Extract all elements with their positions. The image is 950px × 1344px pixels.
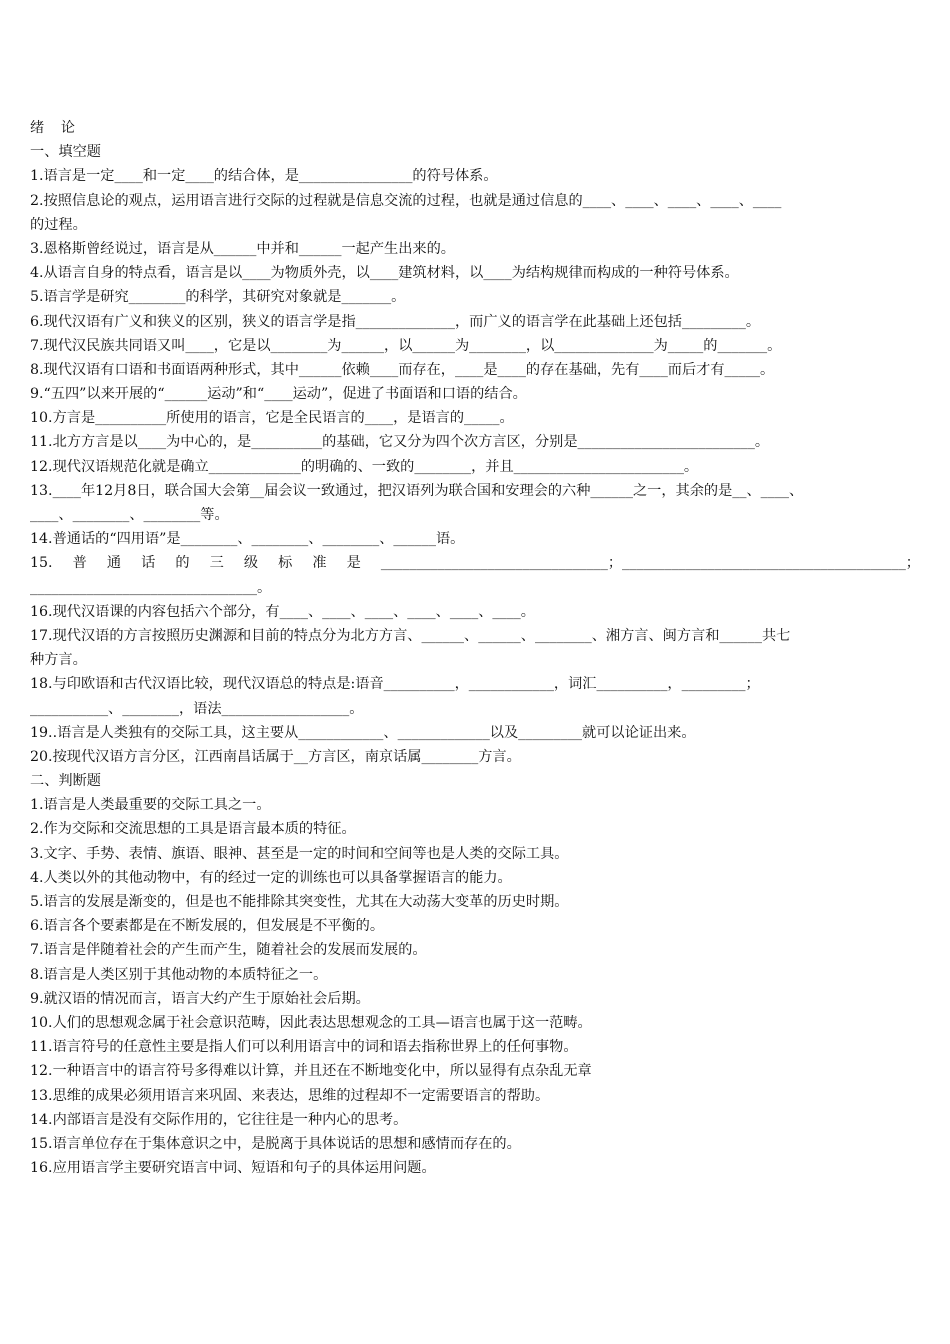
statement-line: 6.语言各个要素都是在不断发展的，但发展是不平衡的。 (30, 918, 385, 935)
question-line: 8.现代汉语有口语和书面语两种形式，其中______依赖____而存在，____是____的存在基础，先有____而后才有_____。 (30, 361, 775, 378)
question-line: 15.普通话的三级标准是________________________________；________________________________________； (30, 555, 920, 572)
question-line: 20.按现代汉语方言分区，江西南昌话属于__方言区，南京话属________方言。 (30, 748, 521, 765)
question-line: 16.现代汉语课的内容包括六个部分，有____、____、____、____、____、____。 (30, 603, 535, 620)
question-line: 5.语言学是研究________的科学，其研究对象就是_______。 (30, 289, 406, 306)
question-line: ___________、________，语法__________________。 (30, 700, 364, 717)
question-line: 2.按照信息论的观点，运用语言进行交际的过程就是信息交流的过程，也就是通过信息的____、____、____、____、____ (30, 192, 782, 209)
statement-line: 12.一种语言中的语言符号多得难以计算，并且还在不断地变化中，所以显得有点杂乱无章 (30, 1063, 592, 1080)
question-line: 1.语言是一定____和一定____的结合体，是________________的符号体系。 (30, 168, 498, 185)
fill-in-questions (30, 164, 920, 769)
question-line: 17.现代汉语的方言按照历史渊源和目前的特点分为北方方言、______、______、________、湘方言、闽方言和______共七 (30, 627, 791, 644)
statement-line: 2.作为交际和交流思想的工具是语言最本质的特征。 (30, 821, 356, 838)
question-line: 4.从语言自身的特点看，语言是以____为物质外壳，以____建筑材料，以____为结构规律而构成的一种符号体系。 (30, 265, 739, 282)
statement-line: 9.就汉语的情况而言，语言大约产生于原始社会后期。 (30, 990, 370, 1007)
question-line: ____、________、________等。 (30, 507, 229, 523)
statement-line: 3.文字、手势、表情、旗语、眼神、甚至是一定的时间和空间等也是人类的交际工具。 (30, 845, 569, 862)
statement-line: 10.人们的思想观念属于社会意识范畴，因此表达思想观念的工具—语言也属于这一范畴。 (30, 1014, 592, 1031)
true-false-questions (30, 793, 920, 1180)
question-line: 10.方言是__________所使用的语言，它是全民语言的____，是语言的_____。 (30, 410, 514, 427)
question-line: 11.北方方言是以____为中心的，是__________的基础，它又分为四个次方言区，分别是_________________________。 (30, 434, 770, 451)
question-line: 的过程。 (30, 216, 87, 233)
statement-line: 16.应用语言学主要研究语言中词、短语和句子的具体运用问题。 (30, 1160, 436, 1177)
question-line: ________________________________。 (30, 579, 272, 596)
statement-line: 8.语言是人类区别于其他动物的本质特征之一。 (30, 966, 328, 983)
document-title: 绪 论 (30, 120, 81, 136)
statement-line: 14.内部语言是没有交际作用的，它往往是一种内心的思考。 (30, 1111, 408, 1128)
question-line: 6.现代汉语有广义和狭义的区别，狭义的语言学是指______________，而广义的语言学在此基础上还包括_________。 (30, 313, 761, 330)
question-line: 13.____年12月8日，联合国大会第__届会议一致通过，把汉语列为联合国和安理会的六种______之一，其余的是__、____、 (30, 482, 804, 499)
section-heading-fill: 一、填空题 (30, 144, 101, 161)
question-line: 7.现代汉民族共同语又叫____，它是以________为______，以______为________，以______________为_____的_______。 (30, 337, 782, 354)
statement-line: 1.语言是人类最重要的交际工具之一。 (30, 797, 271, 814)
document-body (30, 116, 920, 1180)
statement-line: 13.思维的成果必须用语言来巩固、来表达，思维的过程却不一定需要语言的帮助。 (30, 1087, 550, 1104)
question-line: 9.“五四”以来开展的“______运动”和“____运动”，促进了书面语和口语的结合。 (30, 386, 527, 403)
statement-line: 7.语言是伴随着社会的产生而产生，随着社会的发展而发展的。 (30, 942, 427, 959)
statement-line: 11.语言符号的任意性主要是指人们可以利用语言中的词和语去指称世界上的任何事物。 (30, 1039, 578, 1056)
question-line: 种方言。 (30, 652, 87, 669)
statement-line: 5.语言的发展是渐变的，但是也不能排除其突变性，尤其在大动荡大变革的历史时期。 (30, 894, 569, 910)
question-line: 3.恩格斯曾经说过，语言是从______中并和______一起产生出来的。 (30, 240, 455, 257)
section-heading-judge: 二、判断题 (30, 773, 101, 790)
question-line: 19..语言是人类独有的交际工具，这主要从____________、_____________以及_________就可以论证出来。 (30, 724, 696, 741)
question-line: 18.与印欧语和古代汉语比较，现代汉语总的特点是:语音__________，____________，词汇__________，_________； (30, 676, 760, 693)
question-line: 12.现代汉语规范化就是确立_____________的明确的、一致的________，并且________________________。 (30, 458, 699, 475)
statement-line: 15.语言单位存在于集体意识之中，是脱离于具体说话的思想和感情而存在的。 (30, 1135, 521, 1152)
statement-line: 4.人类以外的其他动物中，有的经过一定的训练也可以具备掌握语言的能力。 (30, 869, 512, 886)
question-line: 14.普通话的“四用语”是________、________、________、______语。 (30, 531, 465, 548)
